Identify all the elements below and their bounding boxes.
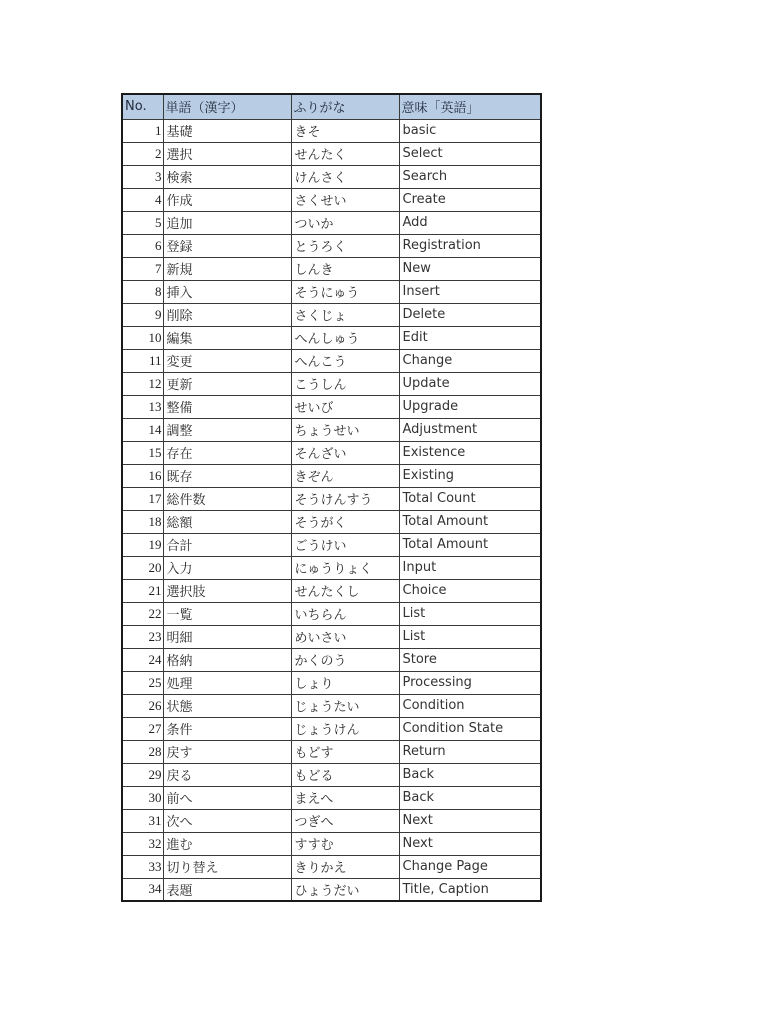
cell-meaning: Add — [399, 211, 541, 234]
cell-furigana: しんき — [291, 257, 399, 280]
cell-kanji: 戻す — [163, 740, 291, 763]
cell-no: 18 — [122, 510, 163, 533]
cell-no: 3 — [122, 165, 163, 188]
cell-meaning: Total Count — [399, 487, 541, 510]
cell-no: 24 — [122, 648, 163, 671]
cell-furigana: まえへ — [291, 786, 399, 809]
cell-no: 5 — [122, 211, 163, 234]
cell-no: 33 — [122, 855, 163, 878]
table-row — [122, 326, 541, 349]
cell-meaning: Change — [399, 349, 541, 372]
table-row — [122, 533, 541, 556]
table-row — [122, 855, 541, 878]
cell-kanji: 条件 — [163, 717, 291, 740]
cell-furigana: さくじょ — [291, 303, 399, 326]
cell-kanji: 基礎 — [163, 119, 291, 142]
cell-no: 10 — [122, 326, 163, 349]
cell-furigana: ひょうだい — [291, 878, 399, 901]
cell-kanji: 削除 — [163, 303, 291, 326]
cell-furigana: せんたくし — [291, 579, 399, 602]
cell-meaning: Title, Caption — [399, 878, 541, 901]
cell-no: 20 — [122, 556, 163, 579]
cell-no: 25 — [122, 671, 163, 694]
cell-kanji: 更新 — [163, 372, 291, 395]
table-row — [122, 372, 541, 395]
cell-kanji: 追加 — [163, 211, 291, 234]
cell-meaning: Condition — [399, 694, 541, 717]
table-row — [122, 740, 541, 763]
cell-meaning: Next — [399, 832, 541, 855]
cell-furigana: ちょうせい — [291, 418, 399, 441]
cell-meaning: Back — [399, 786, 541, 809]
cell-kanji: 合計 — [163, 533, 291, 556]
cell-furigana: せいび — [291, 395, 399, 418]
table-row — [122, 464, 541, 487]
table-row — [122, 487, 541, 510]
cell-furigana: きそ — [291, 119, 399, 142]
cell-meaning: Change Page — [399, 855, 541, 878]
cell-meaning: Select — [399, 142, 541, 165]
cell-kanji: 状態 — [163, 694, 291, 717]
table-row — [122, 786, 541, 809]
cell-no: 22 — [122, 602, 163, 625]
table-row — [122, 211, 541, 234]
cell-no: 34 — [122, 878, 163, 901]
cell-kanji: 整備 — [163, 395, 291, 418]
cell-meaning: Store — [399, 648, 541, 671]
cell-no: 4 — [122, 188, 163, 211]
col-header-word: 単語（漢字） — [163, 94, 291, 119]
cell-kanji: 表題 — [163, 878, 291, 901]
table-row — [122, 625, 541, 648]
cell-kanji: 前へ — [163, 786, 291, 809]
cell-furigana: つぎへ — [291, 809, 399, 832]
cell-kanji: 検索 — [163, 165, 291, 188]
table-row — [122, 648, 541, 671]
cell-meaning: Edit — [399, 326, 541, 349]
table-row — [122, 694, 541, 717]
cell-meaning: Back — [399, 763, 541, 786]
cell-kanji: 登録 — [163, 234, 291, 257]
table-row — [122, 809, 541, 832]
table-row — [122, 165, 541, 188]
col-header-meaning: 意味「英語」 — [399, 94, 541, 119]
cell-furigana: もどす — [291, 740, 399, 763]
table-row — [122, 763, 541, 786]
cell-no: 27 — [122, 717, 163, 740]
cell-no: 16 — [122, 464, 163, 487]
cell-meaning: List — [399, 625, 541, 648]
cell-kanji: 戻る — [163, 763, 291, 786]
cell-furigana: へんこう — [291, 349, 399, 372]
cell-furigana: じょうけん — [291, 717, 399, 740]
cell-meaning: Adjustment — [399, 418, 541, 441]
cell-meaning: Existing — [399, 464, 541, 487]
cell-meaning: Existence — [399, 441, 541, 464]
table-row — [122, 579, 541, 602]
cell-furigana: こうしん — [291, 372, 399, 395]
cell-furigana: さくせい — [291, 188, 399, 211]
cell-furigana: ついか — [291, 211, 399, 234]
cell-kanji: 挿入 — [163, 280, 291, 303]
cell-meaning: Delete — [399, 303, 541, 326]
cell-furigana: いちらん — [291, 602, 399, 625]
cell-no: 19 — [122, 533, 163, 556]
cell-no: 11 — [122, 349, 163, 372]
cell-kanji: 明細 — [163, 625, 291, 648]
col-header-furigana: ふりがな — [291, 94, 399, 119]
cell-kanji: 作成 — [163, 188, 291, 211]
cell-no: 23 — [122, 625, 163, 648]
cell-meaning: New — [399, 257, 541, 280]
cell-meaning: Insert — [399, 280, 541, 303]
cell-furigana: かくのう — [291, 648, 399, 671]
cell-no: 26 — [122, 694, 163, 717]
cell-meaning: Upgrade — [399, 395, 541, 418]
cell-kanji: 切り替え — [163, 855, 291, 878]
cell-meaning: Total Amount — [399, 533, 541, 556]
cell-kanji: 入力 — [163, 556, 291, 579]
cell-no: 13 — [122, 395, 163, 418]
table-row — [122, 303, 541, 326]
cell-meaning: Next — [399, 809, 541, 832]
cell-no: 12 — [122, 372, 163, 395]
cell-kanji: 選択肢 — [163, 579, 291, 602]
cell-furigana: めいさい — [291, 625, 399, 648]
table-row — [122, 395, 541, 418]
cell-furigana: きりかえ — [291, 855, 399, 878]
cell-meaning: Search — [399, 165, 541, 188]
cell-no: 21 — [122, 579, 163, 602]
cell-furigana: とうろく — [291, 234, 399, 257]
cell-furigana: そんざい — [291, 441, 399, 464]
cell-meaning: Create — [399, 188, 541, 211]
cell-kanji: 一覧 — [163, 602, 291, 625]
cell-furigana: にゅうりょく — [291, 556, 399, 579]
cell-meaning: Return — [399, 740, 541, 763]
cell-no: 1 — [122, 119, 163, 142]
table-row — [122, 671, 541, 694]
cell-kanji: 調整 — [163, 418, 291, 441]
table-row — [122, 832, 541, 855]
table-row — [122, 418, 541, 441]
cell-kanji: 変更 — [163, 349, 291, 372]
cell-no: 7 — [122, 257, 163, 280]
cell-meaning: Condition State — [399, 717, 541, 740]
table-row — [122, 257, 541, 280]
cell-kanji: 存在 — [163, 441, 291, 464]
cell-meaning: List — [399, 602, 541, 625]
cell-furigana: すすむ — [291, 832, 399, 855]
cell-no: 8 — [122, 280, 163, 303]
cell-meaning: Registration — [399, 234, 541, 257]
cell-no: 9 — [122, 303, 163, 326]
cell-furigana: もどる — [291, 763, 399, 786]
table-row — [122, 280, 541, 303]
cell-kanji: 進む — [163, 832, 291, 855]
cell-furigana: しょり — [291, 671, 399, 694]
cell-furigana: けんさく — [291, 165, 399, 188]
cell-no: 2 — [122, 142, 163, 165]
col-header-no: No. — [122, 94, 163, 119]
cell-no: 6 — [122, 234, 163, 257]
cell-kanji: 次へ — [163, 809, 291, 832]
cell-meaning: Total Amount — [399, 510, 541, 533]
cell-meaning: Update — [399, 372, 541, 395]
cell-furigana: そうがく — [291, 510, 399, 533]
table-row — [122, 119, 541, 142]
cell-kanji: 新規 — [163, 257, 291, 280]
cell-meaning: basic — [399, 119, 541, 142]
cell-kanji: 総件数 — [163, 487, 291, 510]
cell-no: 30 — [122, 786, 163, 809]
table-row — [122, 234, 541, 257]
cell-meaning: Processing — [399, 671, 541, 694]
cell-kanji: 格納 — [163, 648, 291, 671]
cell-kanji: 総額 — [163, 510, 291, 533]
cell-kanji: 編集 — [163, 326, 291, 349]
table-row — [122, 510, 541, 533]
header-row — [122, 94, 541, 119]
cell-furigana: きぞん — [291, 464, 399, 487]
cell-meaning: Choice — [399, 579, 541, 602]
cell-no: 14 — [122, 418, 163, 441]
cell-no: 32 — [122, 832, 163, 855]
cell-no: 31 — [122, 809, 163, 832]
cell-no: 17 — [122, 487, 163, 510]
cell-furigana: ごうけい — [291, 533, 399, 556]
cell-no: 28 — [122, 740, 163, 763]
cell-furigana: そうにゅう — [291, 280, 399, 303]
table-row — [122, 349, 541, 372]
table-row — [122, 878, 541, 901]
cell-furigana: そうけんすう — [291, 487, 399, 510]
cell-furigana: へんしゅう — [291, 326, 399, 349]
table-row — [122, 556, 541, 579]
cell-no: 29 — [122, 763, 163, 786]
cell-kanji: 処理 — [163, 671, 291, 694]
cell-furigana: せんたく — [291, 142, 399, 165]
cell-no: 15 — [122, 441, 163, 464]
table-row — [122, 441, 541, 464]
vocab-table — [121, 93, 542, 902]
table-row — [122, 142, 541, 165]
table-row — [122, 602, 541, 625]
cell-kanji: 選択 — [163, 142, 291, 165]
table-row — [122, 717, 541, 740]
cell-kanji: 既存 — [163, 464, 291, 487]
table-row — [122, 188, 541, 211]
cell-furigana: じょうたい — [291, 694, 399, 717]
cell-meaning: Input — [399, 556, 541, 579]
